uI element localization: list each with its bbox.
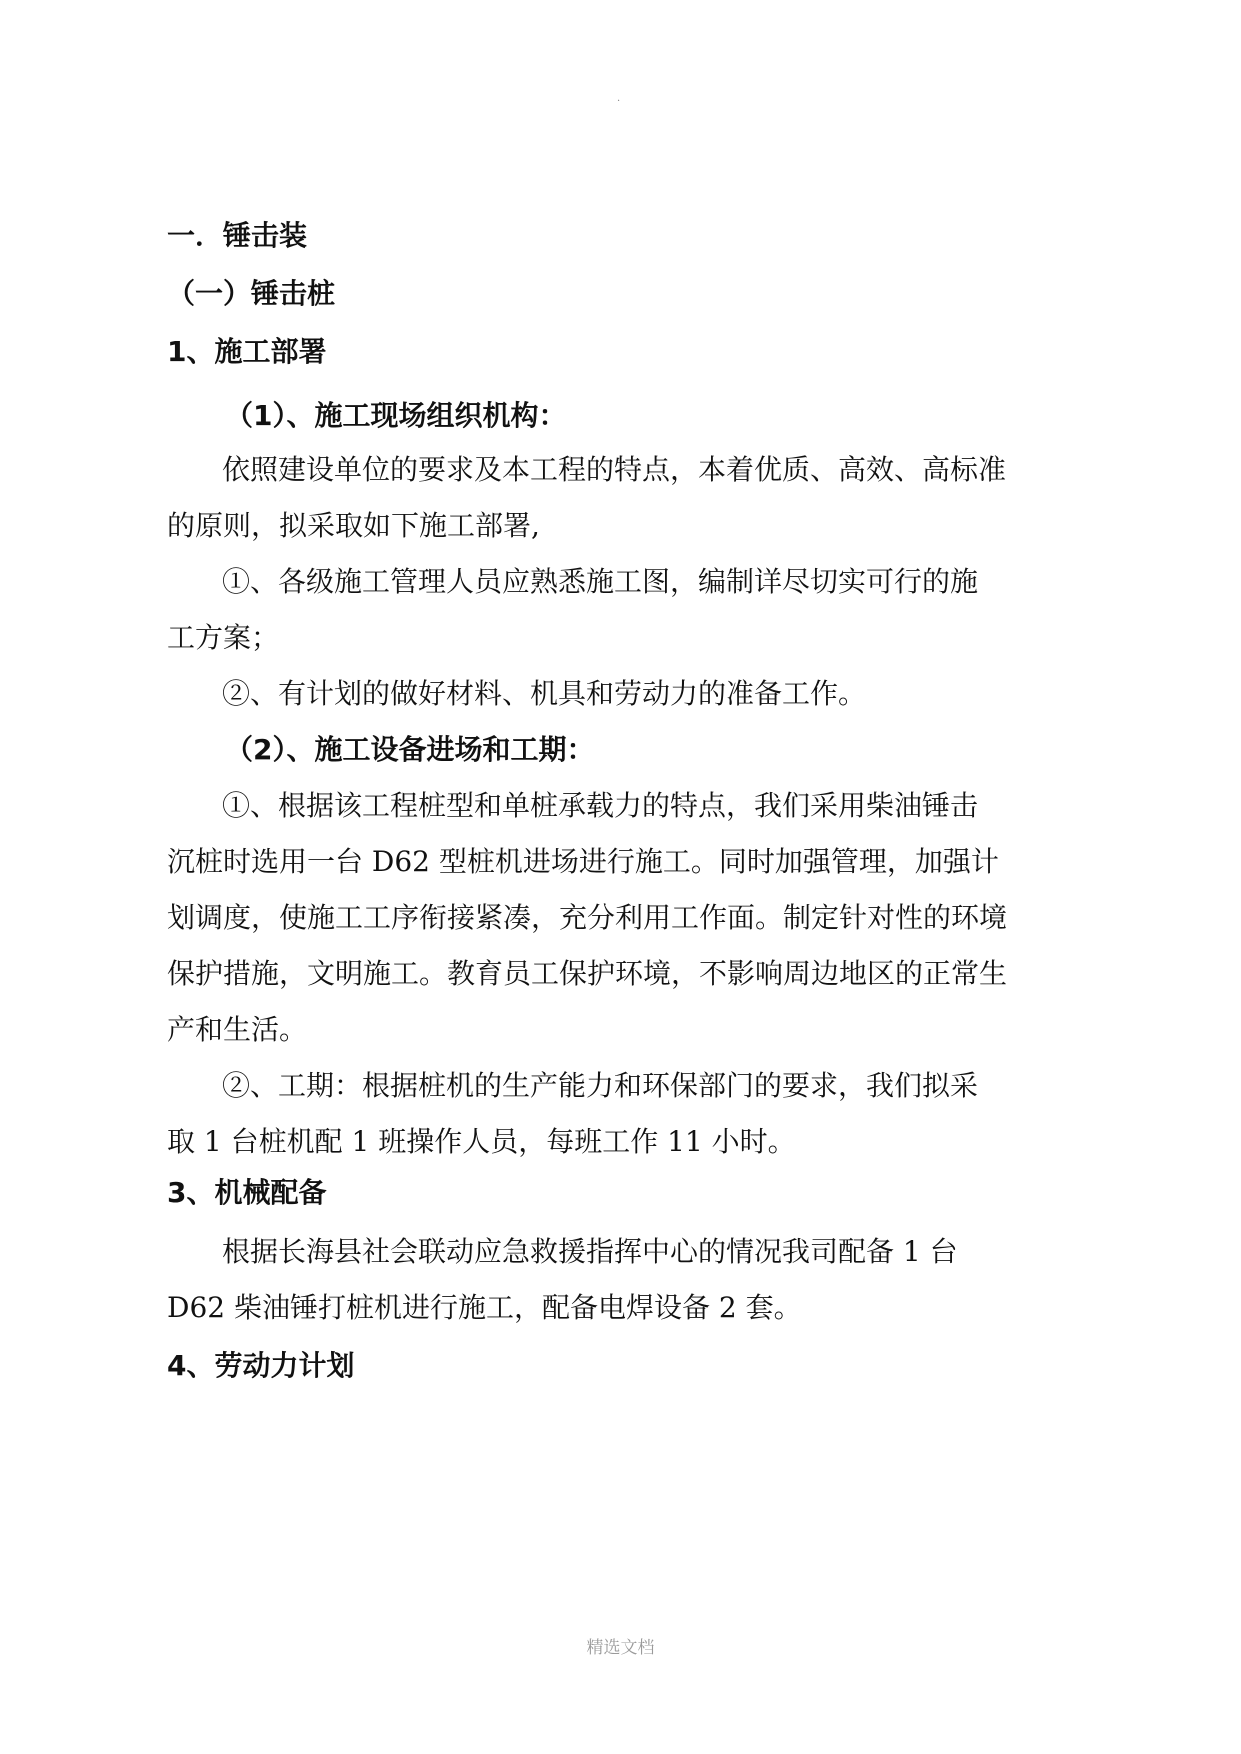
paragraph-line: ①、根据该工程桩型和单桩承载力的特点，我们采用柴油锤击 [222,789,979,822]
section-heading-labor: 4、劳动力计划 [167,1349,355,1382]
paragraph-line: 依照建设单位的要求及本工程的特点，本着优质、高效、高标准 [222,453,1007,486]
paragraph-line: 保护措施，文明施工。教育员工保护环境，不影响周边地区的正常生 [167,957,1008,990]
paragraph-line: 沉桩时选用一台 D62 型桩机进场进行施工。同时加强管理，加强计 [167,845,999,878]
subsection-heading-equipment: （2）、施工设备进场和工期： [225,733,595,766]
paragraph-line: 根据长海县社会联动应急救援指挥中心的情况我司配备 1 台 [222,1235,958,1268]
paragraph-line: 产和生活。 [167,1013,308,1046]
paragraph-line: 划调度，使施工工序衔接紧凑，充分利用工作面。制定针对性的环境 [167,901,1008,934]
paragraph-line: 工方案； [167,621,280,654]
paragraph-line: D62 柴油锤打桩机进行施工，配备电焊设备 2 套。 [167,1291,802,1324]
subsection-heading-organization: （1）、施工现场组织机构： [225,399,567,432]
section-heading-deployment: 1、施工部署 [167,335,327,368]
section-heading-machinery: 3、机械配备 [167,1176,327,1209]
heading-level-1: 一．锤击装 [167,219,308,252]
page-footer: 精选文档 [586,1638,655,1658]
paragraph-line: ②、工期：根据桩机的生产能力和环保部门的要求，我们拟采 [222,1069,979,1102]
paragraph-line: 取 1 台桩机配 1 班操作人员，每班工作 11 小时。 [167,1125,796,1158]
heading-level-2: （一）锤击桩 [167,277,336,310]
paragraph-line: ①、各级施工管理人员应熟悉施工图，编制详尽切实可行的施 [222,565,979,598]
paragraph-line: 的原则，拟采取如下施工部署, [167,509,540,542]
paragraph-line: ②、有计划的做好材料、机具和劳动力的准备工作。 [222,677,867,710]
header-mark: · [617,96,621,107]
